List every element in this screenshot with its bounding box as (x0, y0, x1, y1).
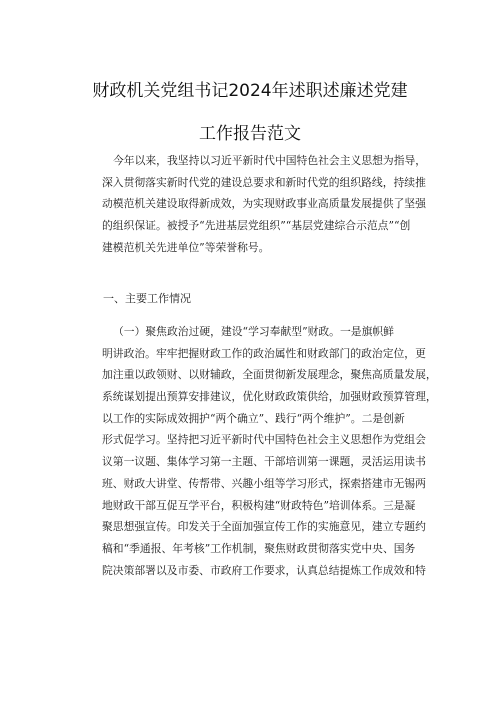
paragraph-line: 动模范机关建设取得新成效，为实现财政事业高质量发展提供了坚强 (102, 197, 426, 211)
paragraph-line: 形式促学习。坚持把习近平新时代中国特色社会主义思想作为党组会 (102, 433, 426, 447)
paragraph-line: 深入贯彻落实新时代党的建设总要求和新时代党的组织路线，持续推 (102, 175, 426, 189)
document-title-line2: 工作报告范文 (199, 124, 301, 144)
paragraph-line: 地财政干部互促互学平台，积极构建“财政特色”培训体系。三是凝 (102, 498, 416, 512)
paragraph-line: 建模范机关先进单位”等荣誉称号。 (102, 240, 270, 254)
paragraph-line: 系统谋划提出预算安排建议，优化财政政策供给，加强财政预算管理， (102, 390, 437, 404)
paragraph-line: （一）聚焦政治过硬，建设“学习奉献型”财政。一是旗帜鲜 (113, 325, 394, 338)
paragraph-line: 院决策部署以及市委、市政府工作要求，认真总结提炼工作成效和特 (102, 563, 426, 577)
document-title-line1: 财政机关党组书记2024年述职述廉述党建 (92, 81, 408, 101)
paragraph-line: 以工作的实际成效拥护“两个确立”、践行“两个维护”。二是创新 (102, 411, 405, 425)
intro-paragraph (102, 150, 427, 258)
section1-paragraph (102, 321, 437, 581)
paragraph-line: 加注重以政领财、以财辅政，全面贯彻新发展理念，聚焦高质量发展， (102, 368, 437, 382)
paragraph-line: 议第一议题、集体学习第一主题、干部培训第一课题，灵活运用读书 (102, 455, 426, 469)
paragraph-line: 聚思想强宣传。印发关于全面加强宣传工作的实施意见，建立专题约 (102, 520, 426, 534)
paragraph-line: 今年以来，我坚持以习近平新时代中国特色社会主义思想为指导， (113, 154, 427, 167)
paragraph-line: 稿和“季通报、年考核”工作机制，聚焦财政贯彻落实党中央、国务 (102, 541, 416, 555)
paragraph-line: 明讲政治。牢牢把握财政工作的政治属性和财政部门的政治定位，更 (102, 346, 426, 360)
paragraph-line: 的组织保证。被授予“先进基层党组织”“基层党建综合示范点”“创 (102, 219, 411, 233)
section-heading: 一、主要工作情况 (103, 292, 191, 305)
paragraph-line: 班、财政大讲堂、传帮带、兴趣小组等学习形式，探索搭建市无锡两 (102, 476, 426, 490)
